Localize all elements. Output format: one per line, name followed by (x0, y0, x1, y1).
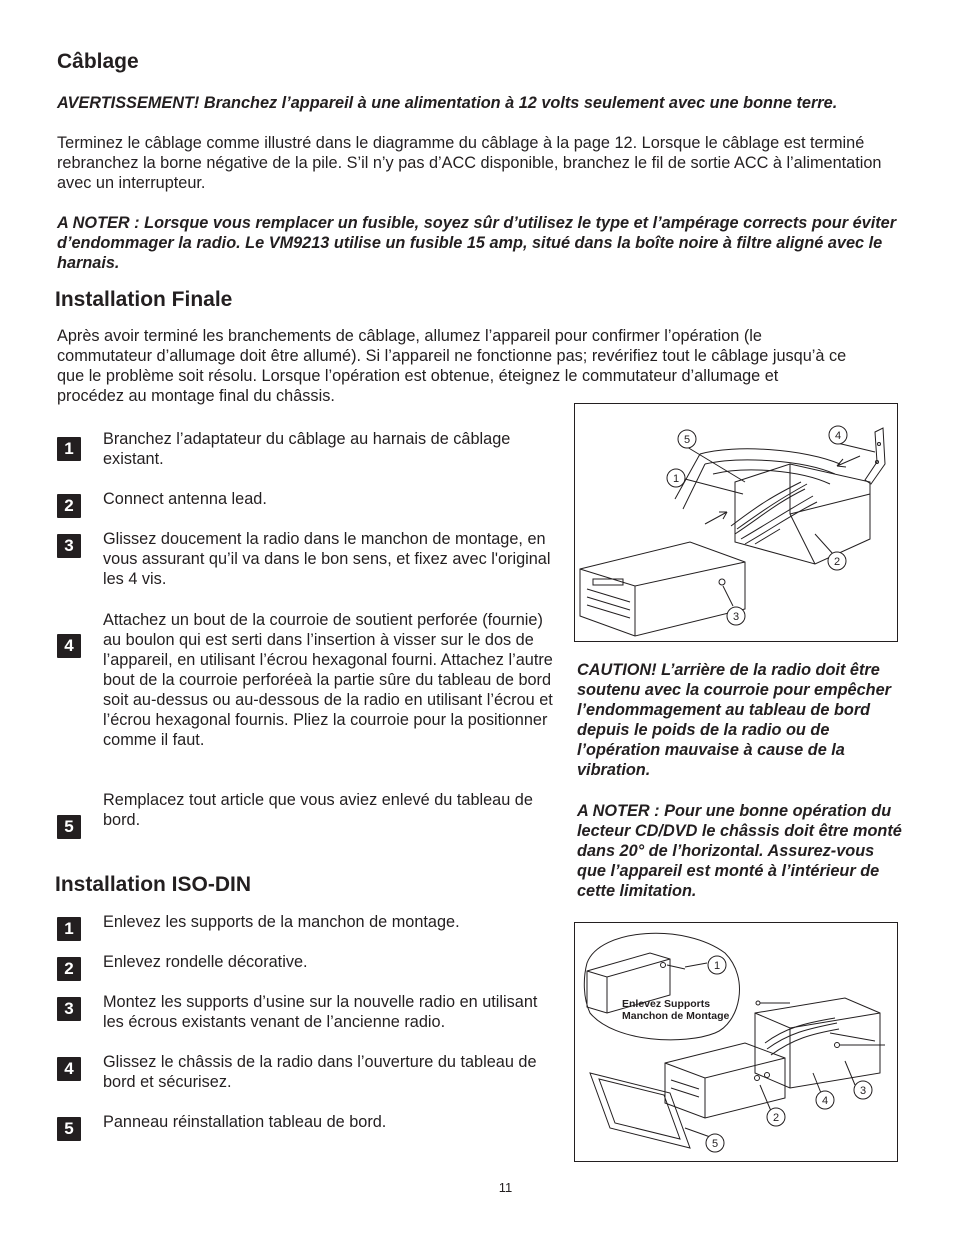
cablage-body: Terminez le câblage comme illustré dans le diagramme du câblage à la page 12. Lorsque le câblage est terminé rebranchez la borne négative de la pile. S’il n’y pas d’ACC disponible, branchez le fil de sortie ACC à l’alimentation avec un interrupteur. (57, 134, 882, 192)
callouts (706, 956, 872, 1152)
iso-din-illustration (575, 923, 897, 1161)
callout-3: 3 (859, 1085, 867, 1097)
callout-1: 1 (713, 960, 721, 972)
caution-text: CAUTION! L’arrière de la radio doit être soutenu avec la courroie pour empêcher l’endommagement au tableau de bord depuis le poids de la radio ou de l’opération mauvaise à cause de la vibration. (577, 661, 891, 779)
callout-4: 4 (821, 1095, 829, 1107)
callout-5: 5 (683, 434, 691, 446)
callout-1: 1 (672, 473, 680, 485)
step-number: 1 (57, 917, 81, 941)
step-number: 1 (57, 437, 81, 461)
figure-label-line1: Enlevez Supports (622, 998, 711, 1010)
iso-step-2: Enlevez rondelle décorative. (103, 953, 308, 971)
finale-note: A NOTER : Pour une bonne opération du lecteur CD/DVD le châssis doit être monté dans 20° de l’horizontal. Assurez-vous que l’appareil est monté à l’intérieur de cette limitation. (577, 802, 902, 900)
finale-step-3: Glissez doucement la radio dans le manchon de montage, en vous assurant qu’il va dans le bon sens, et fixez avec l'original les 4 vis. (103, 530, 551, 588)
finale-intro: Après avoir terminé les branchements de câblage, allumez l’appareil pour confirmer l’opération (le commutateur d’allumage doit être allumé). Si l’appareil ne fonctionne pas; revérifiez tout le câblage jusqu’à ce que le problème soit résolu. Lorsque l’opération est obtenue, éteignez le commutateur d’allumage et procédez au montage final du châssis. (57, 327, 847, 405)
warning-text: AVERTISSEMENT! Branchez l’appareil à une alimentation à 12 volts seulement avec une bonne terre. (57, 94, 838, 112)
finale-step-4: Attachez un bout de la courroie de soutient perforée (fournie) au boulon qui est serti dans l’insertion à visser sur le dos de l’appareil, en utilisant l’écrou hexagonal fourni. Attachez l’autre bout de la courroie perforéeà la partie sûre du tableau de bord soit au-dessus ou au-dessous de la radio en utilisant l’écrou et l’écrou hexagonal fournis. Pliez la courroie pour la positionner comme il faut. (103, 611, 553, 749)
finale-step-2: Connect antenna lead. (103, 490, 267, 508)
callouts (667, 426, 847, 625)
step-number: 3 (57, 534, 81, 558)
callout-2: 2 (772, 1112, 780, 1124)
iso-step-3: Montez les supports d’usine sur la nouvelle radio en utilisant les écrous existants venant de l’ancienne radio. (103, 993, 538, 1031)
section-title-finale: Installation Finale (55, 288, 233, 311)
cablage-note: A NOTER : Lorsque vous remplacer un fusible, soyez sûr d’utilisez le type et l’ampérage corrects pour éviter d’endommager la radio. Le VM9213 utilise un fusible 15 amp, situé dans la boîte noire à filtre aligné avec le harnais. (57, 214, 897, 272)
section-title-iso: Installation ISO-DIN (55, 873, 252, 896)
iso-step-5: Panneau réinstallation tableau de bord. (103, 1113, 387, 1131)
step-number: 5 (57, 815, 81, 839)
callout-3: 3 (732, 611, 740, 623)
page-number: 11 (498, 1180, 513, 1195)
step-number: 2 (57, 957, 81, 981)
finale-step-5: Remplacez tout article que vous aviez enlevé du tableau de bord. (103, 791, 533, 829)
callout-5: 5 (711, 1138, 719, 1150)
step-number: 2 (57, 494, 81, 518)
iso-step-1: Enlevez les supports de la manchon de montage. (103, 913, 460, 931)
section-title-cablage: Câblage (57, 50, 139, 73)
callout-4: 4 (834, 430, 842, 442)
finale-step-1: Branchez l’adaptateur du câblage au harnais de câblage existant. (103, 430, 511, 468)
figure-final-installation (574, 403, 898, 642)
figure-iso-din (574, 922, 898, 1162)
figure-label-line2: Manchon de Montage (622, 1010, 730, 1022)
callout-2: 2 (833, 556, 841, 568)
step-number: 5 (57, 1117, 81, 1141)
iso-step-4: Glissez le châssis de la radio dans l’ouverture du tableau de bord et sécurisez. (103, 1053, 537, 1091)
radio-mounting-illustration (575, 404, 897, 641)
step-number: 4 (57, 1057, 81, 1081)
step-number: 4 (57, 634, 81, 658)
step-number: 3 (57, 997, 81, 1021)
